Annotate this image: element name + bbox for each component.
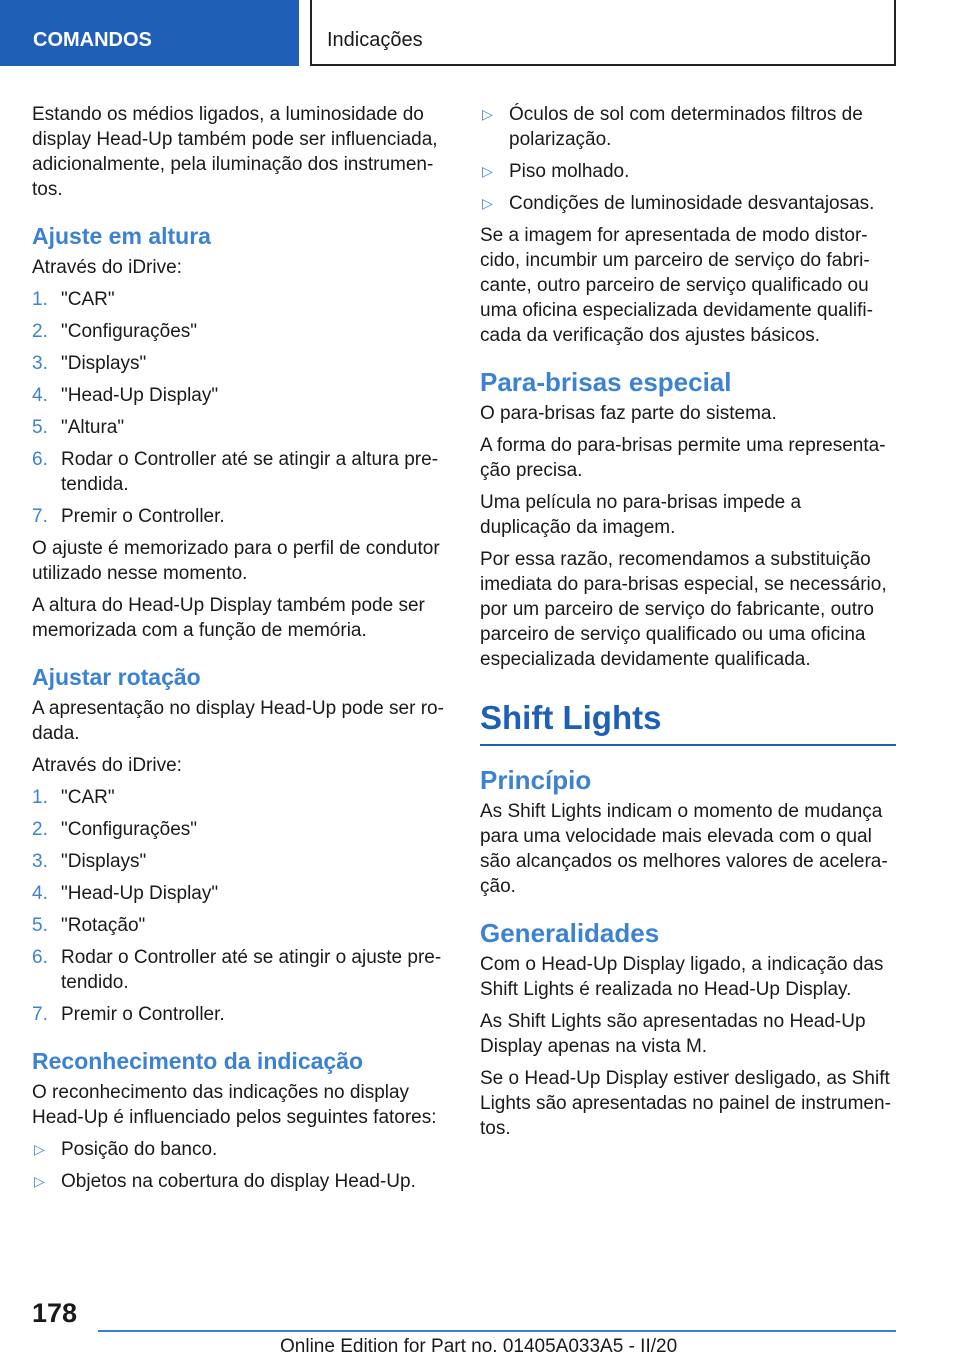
edition-label: Online Edition for Part no. 01405A033A5 - II/20 [280,1336,678,1357]
list-item [32,1137,448,1162]
heading-height-adjust: Ajuste em altura [32,223,211,249]
step-number: 7. [32,506,48,527]
general-p1: Com o Head-Up Display ligado, a indicação das Shift Lights é realizada no Head-Up Display. [480,954,884,1000]
step-number: 4. [32,385,48,406]
step-text: Premir o Controller. [61,1004,225,1025]
step-number: 5. [32,417,48,438]
list-item [32,849,448,874]
chapter-title: Shift Lights [480,698,896,746]
list-item [480,191,896,216]
step-number: 2. [32,321,48,342]
step-text: "Head-Up Display" [61,385,219,406]
triangle-bullet-icon: ▷ [34,1173,45,1189]
memory-function-note: A altura do Head-Up Display também pode ser memorizada com a função de memória. [32,595,425,641]
list-item [32,1169,448,1194]
list-item [32,504,448,529]
step-number: 7. [32,1004,48,1025]
step-number: 2. [32,819,48,840]
rotation-steps-list [32,785,448,1027]
page-number: 178 [32,1298,78,1328]
step-text: "Configurações" [61,321,198,342]
step-text: Rodar o Controller até se atingir o ajuste pretendido. [61,947,442,993]
list-item [32,319,448,344]
topic-label: Indicações [310,0,896,66]
list-item [32,447,448,497]
step-text: "Displays" [61,851,147,872]
triangle-bullet-icon: ▷ [34,1141,45,1157]
principle-paragraph: As Shift Lights indicam o momento de mudança para uma velocidade mais elevada com o qual são alcançados os melhores valores de aceleração. [480,801,888,897]
triangle-bullet-icon: ▷ [482,106,493,122]
windshield-p1: O para-brisas faz parte do sistema. [480,403,777,424]
windshield-p2: A forma do para-brisas permite uma representação precisa. [480,435,886,481]
triangle-bullet-icon: ▷ [482,195,493,211]
step-number: 4. [32,883,48,904]
bullet-text: Condições de luminosidade desvantajosas. [509,193,875,214]
heading-rotation-adjust: Ajustar rotação [32,664,201,690]
footer-divider [98,1330,896,1332]
heading-special-windshield: Para-brisas especial [480,367,732,397]
heading-principle: Princípio [480,765,592,795]
step-text: "Altura" [61,417,125,438]
page-header [0,0,960,66]
step-text: "CAR" [61,289,115,310]
step-number: 6. [32,947,48,968]
idrive-intro: Através do iDrive: [32,257,182,278]
memory-note: O ajuste é memorizado para o perfil de condutor utilizado nesse momento. [32,538,440,584]
list-item [32,881,448,906]
bullet-text: Posição do banco. [61,1139,218,1160]
step-text: "CAR" [61,787,115,808]
list-item [32,383,448,408]
list-item [32,1002,448,1027]
section-label: COMANDOS [0,0,299,66]
step-number: 1. [32,787,48,808]
right-column [480,102,896,1148]
list-item [480,159,896,184]
bullet-text: Objetos na cobertura do display Head-Up. [61,1171,416,1192]
distortion-note: Se a imagem for apresentada de modo distorcido, incumbir um parceiro de serviço do fabricante, outro parceiro de serviço qualificado ou uma oficina especializada devidamente qualificada da verificação dos ajustes básicos. [480,225,873,346]
step-text: "Displays" [61,353,147,374]
step-text: "Head-Up Display" [61,883,219,904]
step-number: 3. [32,851,48,872]
factors-list [32,1137,448,1194]
idrive-intro: Através do iDrive: [32,755,182,776]
step-text: "Rotação" [61,915,146,936]
bullet-text: Piso molhado. [509,161,630,182]
step-text: "Configurações" [61,819,198,840]
windshield-p4: Por essa razão, recomendamos a substituição imediata do para-brisas especial, se necessário, por um parceiro de serviço do fabricante, outro parceiro de serviço qualificado ou uma oficina especializada devidamente qualificada. [480,549,887,670]
list-item [480,102,896,152]
heading-recognition: Reconhecimento da indicação [32,1048,364,1074]
height-steps-list [32,287,448,529]
list-item [32,945,448,995]
rotation-intro: A apresentação no display Head-Up pode ser rodada. [32,698,444,744]
list-item [32,913,448,938]
step-text: Rodar o Controller até se atingir a altura pretendida. [61,449,439,495]
step-number: 1. [32,289,48,310]
list-item [32,817,448,842]
heading-general: Generalidades [480,918,660,948]
windshield-p3: Uma película no para-brisas impede a duplicação da imagem. [480,492,802,538]
triangle-bullet-icon: ▷ [482,163,493,179]
recognition-intro: O reconhecimento das indicações no display Head-Up é influenciado pelos seguintes fatores: [32,1082,437,1128]
list-item [32,415,448,440]
general-p2: As Shift Lights são apresentadas no Head-Up Display apenas na vista M. [480,1011,866,1057]
step-number: 5. [32,915,48,936]
factors-list-continued [480,102,896,216]
step-number: 3. [32,353,48,374]
list-item [32,785,448,810]
left-column [32,102,448,1201]
bullet-text: Óculos de sol com determinados filtros de polarização. [509,104,863,150]
intro-paragraph: Estando os médios ligados, a luminosidade do display Head-Up também pode ser influenciada, adicionalmente, pela iluminação dos instrumentos. [32,104,438,200]
step-number: 6. [32,449,48,470]
list-item [32,287,448,312]
general-p3: Se o Head-Up Display estiver desligado, as Shift Lights são apresentadas no painel de instrumentos. [480,1068,891,1139]
step-text: Premir o Controller. [61,506,225,527]
list-item [32,351,448,376]
